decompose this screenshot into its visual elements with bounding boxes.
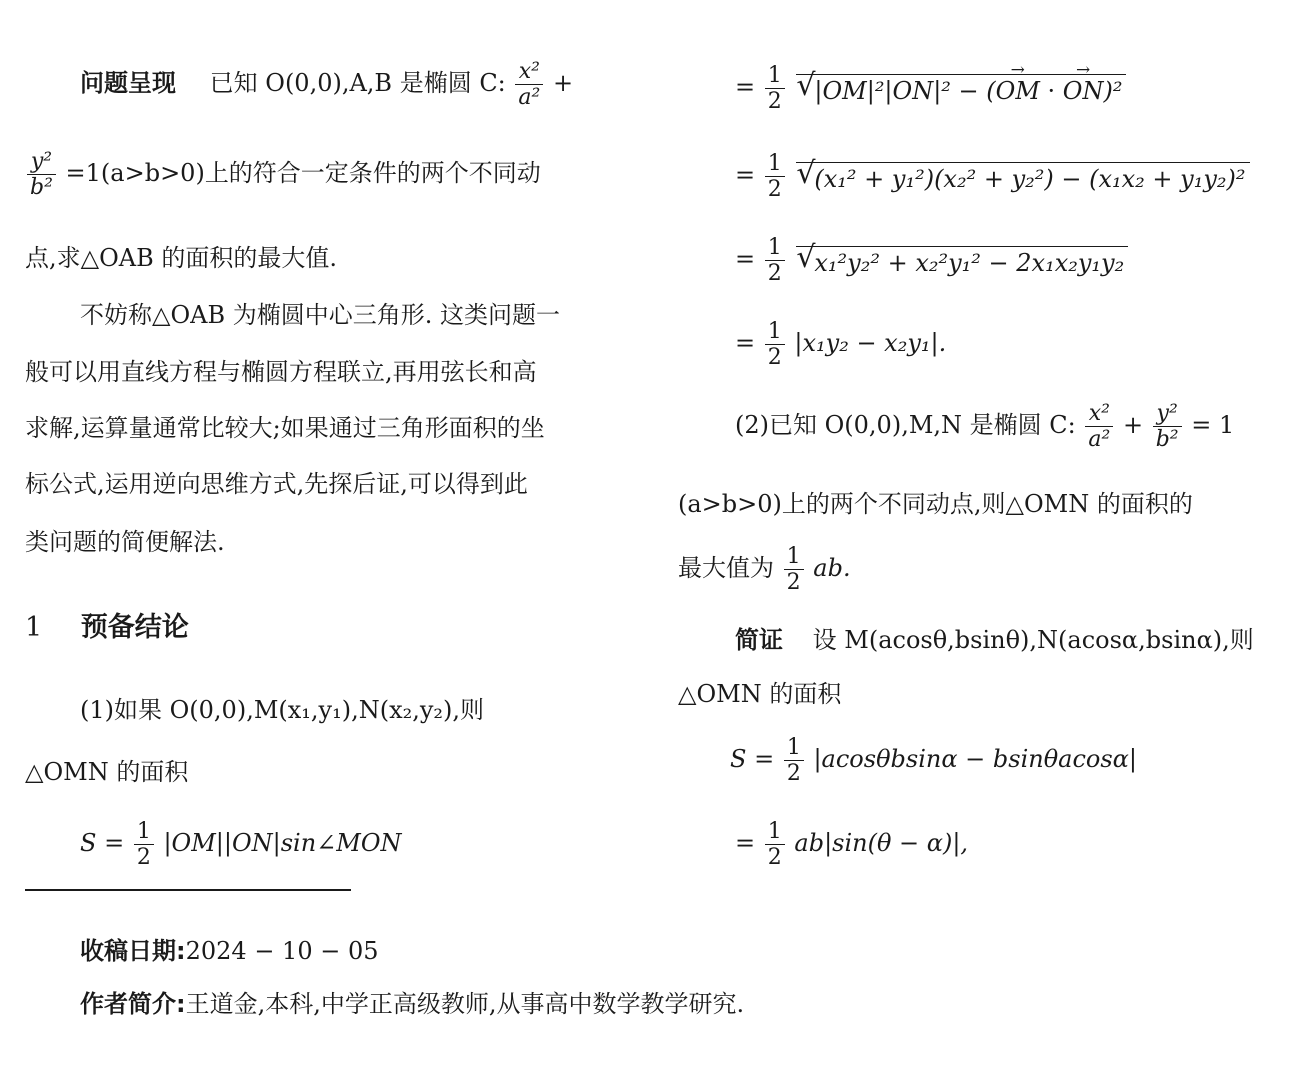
proof-label: 简证 xyxy=(735,626,783,654)
section-number: 1 xyxy=(25,612,43,643)
derivation-step-1: = $\frac{1}{2}$ √ |OM|²|ON|² − (→ OM · → ON)² xyxy=(735,64,1126,113)
fraction-y2-b2: $\frac{\text{y²}}{\text{b²}}$ xyxy=(27,150,56,199)
proof-formula-2: = $\frac{1}{2}$ ab|sin(θ − α)|, xyxy=(735,819,969,871)
paragraph-line-1: 不妨称△OAB 为椭圆中心三角形. 这类问题一 xyxy=(80,301,560,329)
paragraph-line-3: 求解,运算量通常比较大;如果通过三角形面积的坐 xyxy=(25,414,545,442)
derivation-step-4: = $\frac{1}{2}$ |x₁y₂ − x₂y₁|. xyxy=(735,319,947,371)
section-heading xyxy=(25,614,189,641)
derivation-step-2: = $\frac{1}{2}$ √ (x₁² + y₁²)(x₂² + y₂²) − (x₁x₂ + y₁y₂)² xyxy=(735,152,1250,201)
vector-on: → ON xyxy=(1063,79,1104,103)
fraction-x2-a2: $\frac{\text{x²}}{\text{a²}}$ xyxy=(515,60,543,109)
square-root: √ (x₁² + y₁²)(x₂² + y₂²) − (x₁x₂ + y₁y₂)² xyxy=(796,162,1249,191)
section-title: 预备结论 xyxy=(80,612,189,643)
paragraph-line-4: 标公式,运用逆向思维方式,先探后证,可以得到此 xyxy=(25,470,528,498)
square-root: √ |OM|²|ON|² − (→ OM · → ON)² xyxy=(796,74,1126,103)
fraction-one-half: $\frac{1}{2}$ xyxy=(134,820,154,869)
problem-text: 已知 O(0,0),A,B 是椭圆 C: xyxy=(209,69,506,98)
vector-om: → OM xyxy=(996,79,1040,103)
item-2-line-3: 最大值为 $\frac{1}{2}$ ab. xyxy=(678,544,851,596)
square-root: √ x₁²y₂² + x₂²y₁² − 2x₁x₂y₁y₂ xyxy=(796,246,1128,275)
author-info: 作者简介:王道金,本科,中学正高级教师,从事高中数学教学研究. xyxy=(80,990,745,1018)
proof-formula-1: S = $\frac{1}{2}$ |acosθbsinα − bsinθacosα| xyxy=(730,735,1137,787)
footnote-divider xyxy=(25,889,351,891)
item-2-line-1: (2)已知 O(0,0),M,N 是椭圆 C: $\frac{\text{x²}}{\text{a²}}$ + $\frac{\text{y²}}{\text{b²}}$ = 1 xyxy=(735,401,1235,453)
derivation-step-3: = $\frac{1}{2}$ √ x₁²y₂² + x₂²y₁² − 2x₁x₂y₁y₂ xyxy=(735,236,1128,285)
problem-heading: 问题呈现 xyxy=(80,69,176,98)
proof-line-2: △OMN 的面积 xyxy=(678,680,842,708)
item-2-line-2: (a>b>0)上的两个不同动点,则△OMN 的面积的 xyxy=(678,490,1193,518)
paragraph-line-5: 类问题的简便解法. xyxy=(25,528,225,556)
paragraph-line-2: 般可以用直线方程与椭圆方程联立,再用弦长和高 xyxy=(25,358,537,386)
received-date: 收稿日期:2024 − 10 − 05 xyxy=(80,937,379,965)
problem-statement-line-2: $\frac{\text{y²}}{\text{b²}}$ =1(a>b>0)上的符合一定条件的两个不同动 xyxy=(25,150,541,199)
problem-statement-line-1: 问题呈现 已知 O(0,0),A,B 是椭圆 C: $\frac{\text{x²}}{\text{a²}}$ + xyxy=(80,59,574,111)
problem-statement-line-3: 点,求△OAB 的面积的最大值. xyxy=(25,244,337,272)
item-1-line-2: △OMN 的面积 xyxy=(25,758,189,786)
proof-line-1: 简证 设 M(acosθ,bsinθ),N(acosα,bsinα),则 xyxy=(735,626,1254,654)
item-1-line-1: (1)如果 O(0,0),M(x₁,y₁),N(x₂,y₂),则 xyxy=(80,696,485,724)
area-formula: S = $\frac{1}{2}$ |OM||ON|sin∠MON xyxy=(80,819,402,871)
